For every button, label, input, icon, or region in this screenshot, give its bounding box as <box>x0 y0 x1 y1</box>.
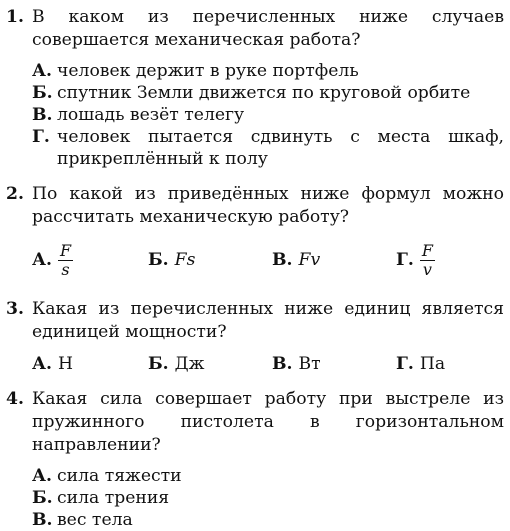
question-2 <box>6 183 504 229</box>
question-text: Какая сила совершает работу при выстреле из пружинного пистолета в горизонтальном направлении? <box>32 389 504 455</box>
question-4 <box>6 388 504 531</box>
answer-label: В. <box>272 250 293 270</box>
answer-list <box>32 465 504 531</box>
answer-text: сила трения <box>57 488 170 508</box>
answer-label: Б. <box>32 83 53 103</box>
answer-text: сила тяжести <box>57 466 182 486</box>
answer-a <box>32 465 504 487</box>
answer-label: Г. <box>32 127 50 147</box>
fraction <box>58 242 73 279</box>
fraction-numerator: F <box>421 240 433 260</box>
option-c <box>272 342 321 386</box>
answer-c <box>32 104 504 126</box>
answer-c <box>32 509 504 531</box>
answer-label: В. <box>32 105 53 125</box>
question-number: 1. <box>6 7 24 27</box>
question-number: 3. <box>6 299 24 319</box>
answer-label: Г. <box>396 250 414 270</box>
answer-text: спутник Земли движется по круговой орбите <box>57 83 471 103</box>
answer-text: человек пытается сдвинуть с места шкаф, прикреплённый к полу <box>57 127 504 169</box>
question-number: 2. <box>6 184 24 204</box>
answer-label: Б. <box>32 488 53 508</box>
fraction <box>420 242 435 279</box>
question-number: 4. <box>6 389 24 409</box>
answer-label: А. <box>32 61 52 81</box>
answer-text: Н <box>57 354 73 374</box>
option-d <box>396 238 435 282</box>
fraction-denominator: v <box>422 259 432 279</box>
question-text: В каком из перечисленных ниже случаев совершается механическая работа? <box>32 7 504 50</box>
fraction-numerator: F <box>59 240 72 260</box>
answer-b <box>32 487 504 509</box>
answer-a <box>32 60 504 82</box>
answer-text: Па <box>419 354 446 374</box>
option-c <box>272 238 320 282</box>
answer-label: Г. <box>396 354 414 374</box>
option-a <box>32 238 73 282</box>
answer-text: Дж <box>174 354 205 374</box>
answer-label: Б. <box>148 250 169 270</box>
question-text: Какая из перечисленных ниже единиц является единицей мощности? <box>32 299 504 342</box>
option-a <box>32 342 73 386</box>
question-1 <box>6 6 504 170</box>
option-b <box>148 238 195 282</box>
option-b <box>148 342 204 386</box>
question-text: По какой из приведённых ниже формул можно рассчитать механическую работу? <box>32 184 504 227</box>
answer-label: В. <box>272 354 293 374</box>
formula-options <box>32 238 492 282</box>
question-3 <box>6 298 504 344</box>
answer-b <box>32 82 504 104</box>
option-d <box>396 342 445 386</box>
answer-text: человек держит в руке портфель <box>57 61 359 81</box>
answer-text: Вт <box>298 354 321 374</box>
answer-list <box>32 60 504 170</box>
answer-label: А. <box>32 354 52 374</box>
formula: Fs <box>174 250 196 270</box>
answer-label: Б. <box>148 354 169 374</box>
answer-label: А. <box>32 466 52 486</box>
unit-options <box>32 342 492 386</box>
answer-label: В. <box>32 510 53 530</box>
fraction-denominator: s <box>61 259 70 279</box>
answer-text: лошадь везёт телегу <box>57 105 245 125</box>
answer-text: вес тела <box>57 510 133 530</box>
formula: Fv <box>298 250 321 270</box>
answer-d <box>32 126 504 170</box>
answer-label: А. <box>32 250 52 270</box>
